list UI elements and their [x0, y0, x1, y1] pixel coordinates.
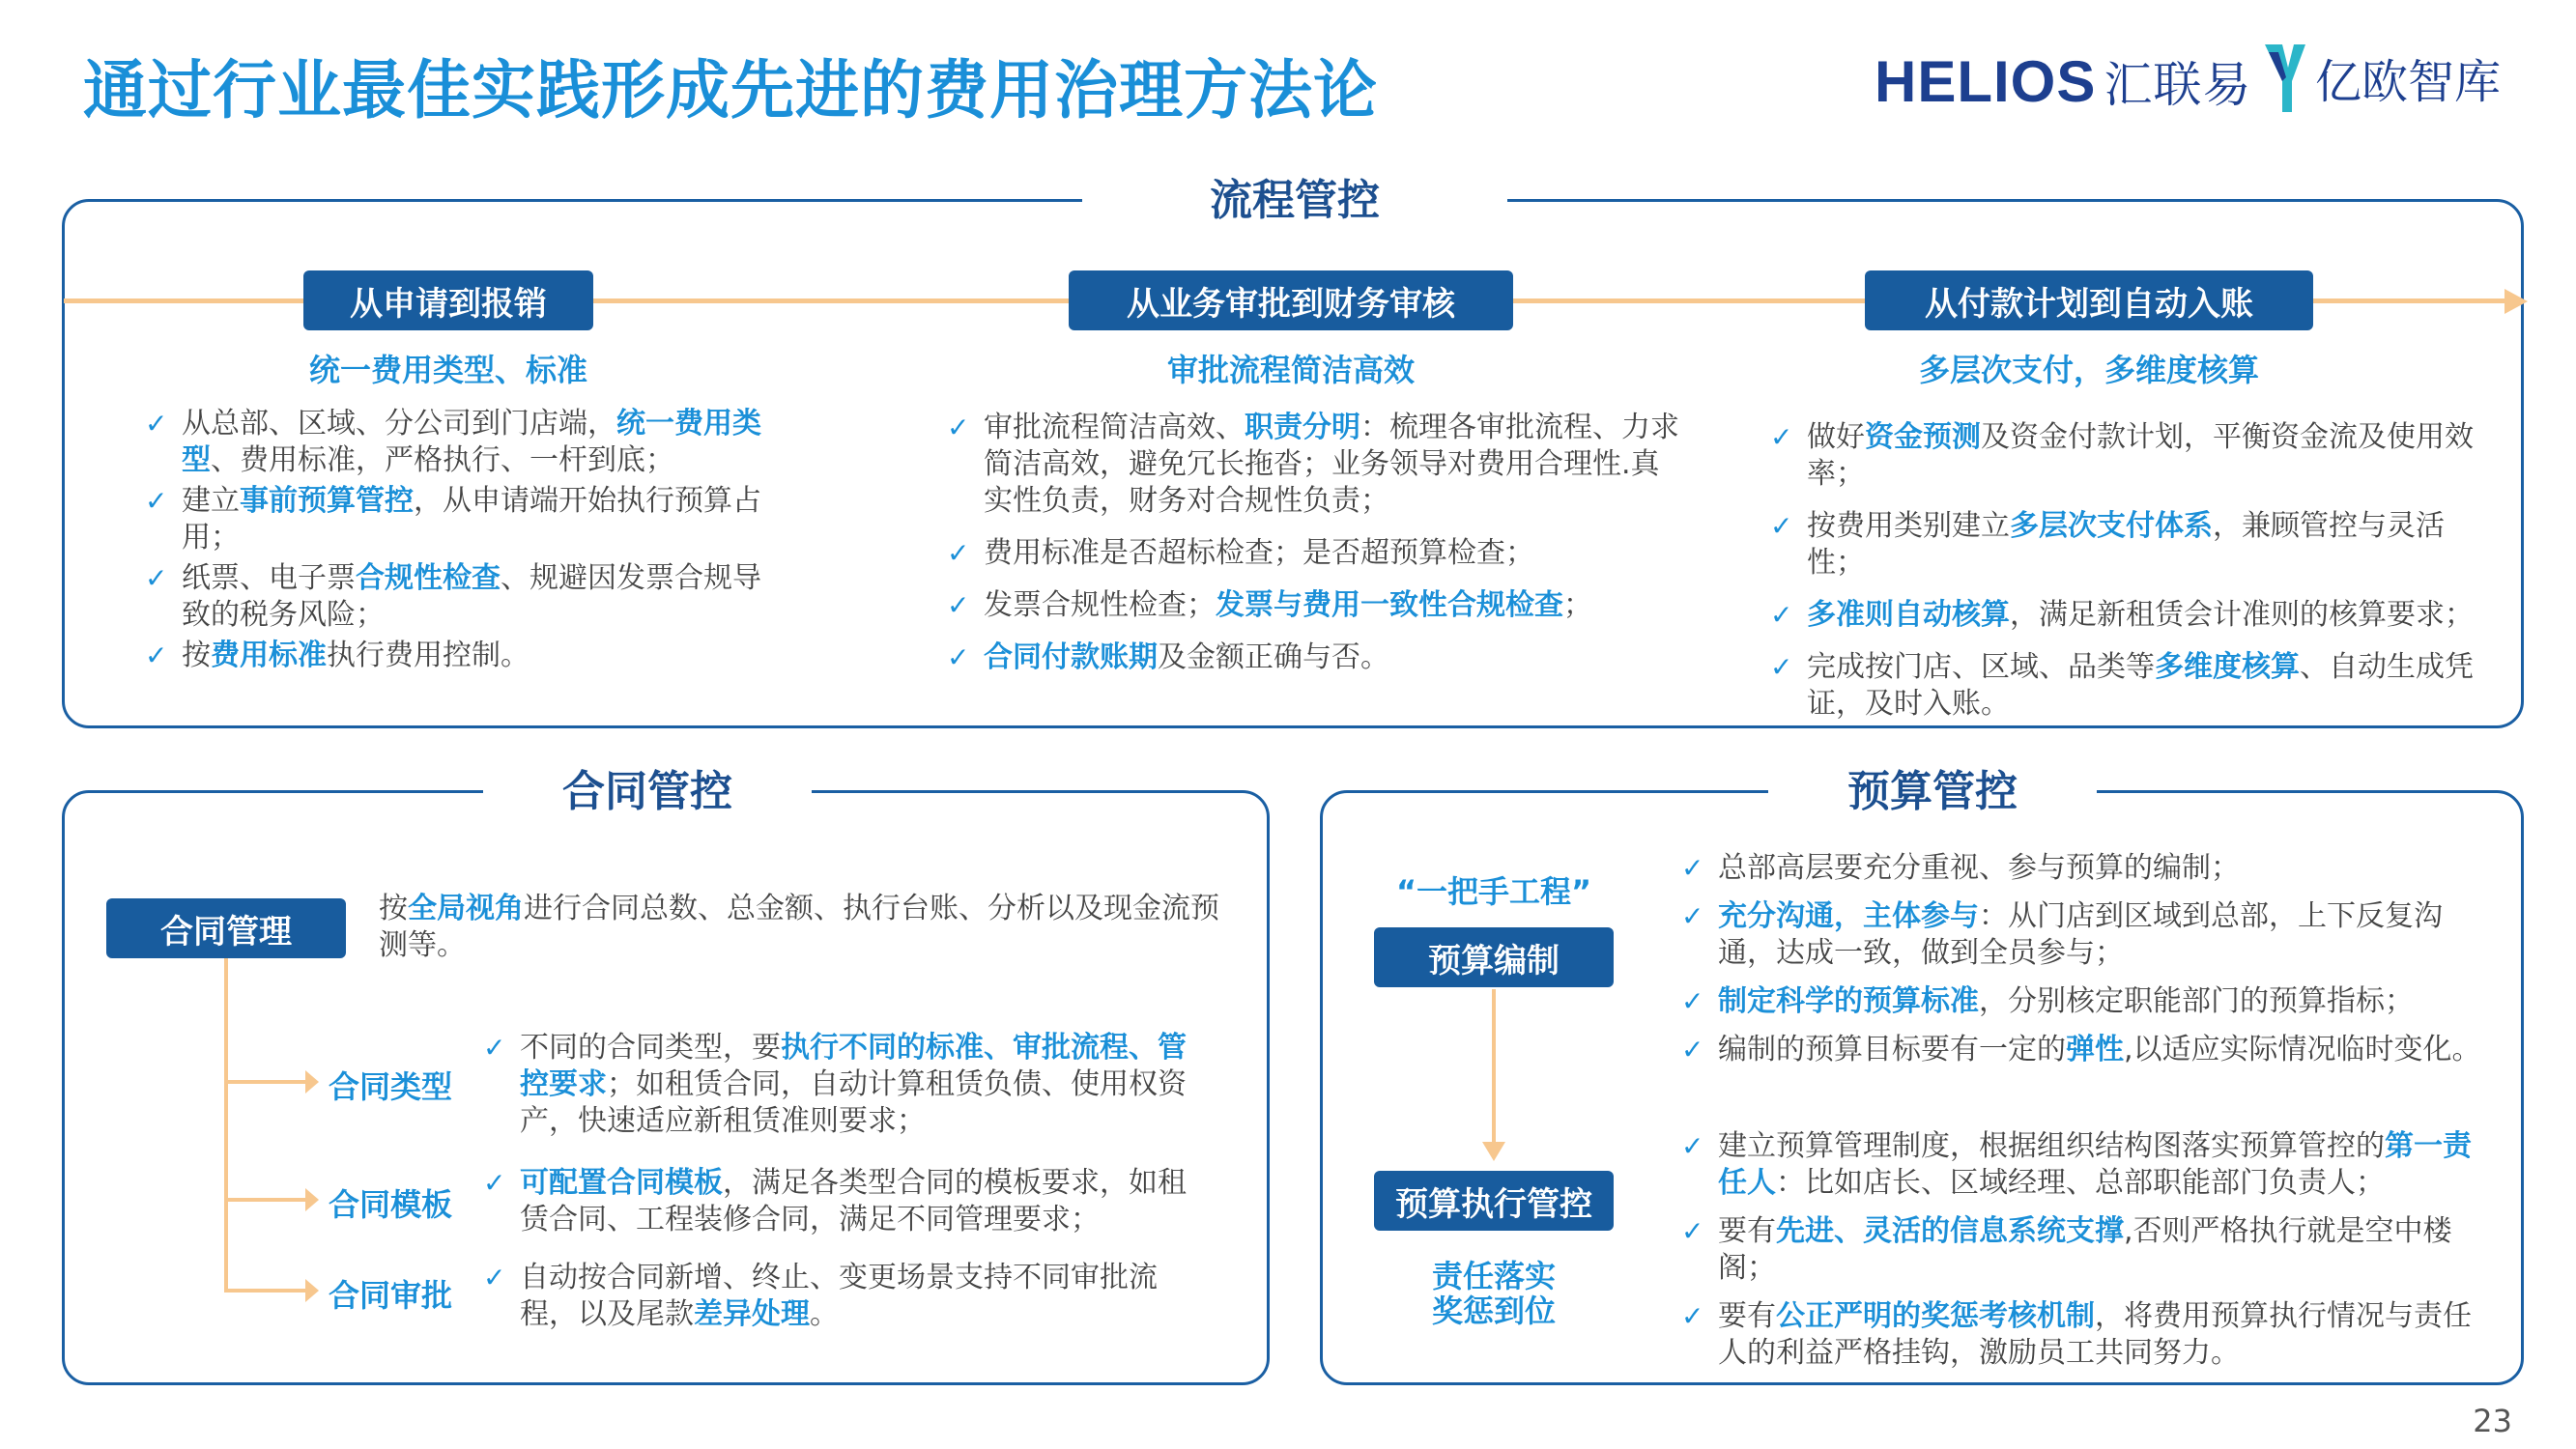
- list-item: [1681, 1032, 2493, 1068]
- text-run: 总部高层要充分重视、参与预算的编制；: [1718, 851, 2240, 885]
- text-run: 进行合同总数、总金额、执行台账、分析以及现金流预测等。: [379, 892, 1219, 962]
- text-run: 执行费用控制。: [327, 639, 530, 672]
- stage-box-apply-to-reimburse: 从申请到报销: [303, 270, 593, 330]
- contract-branch-item: [483, 1165, 1198, 1238]
- text-run: 从总部、区域、分公司到门店端，: [182, 407, 616, 440]
- process-heading: 流程管控: [1082, 172, 1507, 230]
- list-item: [947, 587, 1681, 624]
- contract-tree-branch: [224, 1289, 307, 1293]
- highlight-text: 费用标准: [211, 639, 327, 672]
- text-run: ，满足各类型合同的模板要求，如租赁合同、工程装修合同，满足不同管理要求；: [520, 1166, 1187, 1236]
- contract-branch-label: 合同模板: [329, 1186, 453, 1223]
- list-item: [1681, 850, 2493, 887]
- highlight-text: 资金预测: [1865, 420, 1981, 454]
- list-item: [1681, 898, 2493, 972]
- highlight-text: 统一费用类型: [182, 407, 761, 477]
- contract-tree-branch: [224, 1198, 307, 1202]
- highlight-text: 多准则自动核算: [1807, 598, 2010, 632]
- text-run: 审批流程简洁高效、: [984, 411, 1245, 444]
- text-run: ，兼顾管控与灵活性；: [1807, 509, 2445, 580]
- list-item: [483, 1260, 1198, 1333]
- contract-heading: 合同管控: [483, 763, 812, 821]
- highlight-text: 可配置合同模板: [520, 1166, 723, 1200]
- list-item: [1770, 419, 2485, 493]
- highlight-text: 发票与费用一致性合规检查: [1216, 588, 1563, 622]
- text-run: 按: [182, 639, 211, 672]
- contract-branch-label: 合同类型: [329, 1068, 453, 1105]
- list-item: [947, 410, 1681, 520]
- text-run: 发票合规性检查；: [984, 588, 1216, 622]
- highlight-text: 合同付款账期: [984, 640, 1158, 674]
- contract-branch-item: [483, 1260, 1198, 1333]
- highlight-text: 第一责任人: [1718, 1129, 2472, 1200]
- budget-flow-line: [1492, 989, 1496, 1144]
- branch-arrow-icon: [305, 1070, 319, 1094]
- text-run: 及金额正确与否。: [1158, 640, 1389, 674]
- yiou-mark-icon: [2261, 39, 2309, 116]
- budget-heading: 预算管控: [1768, 763, 2097, 821]
- text-run: ：从门店到区域到总部，上下反复沟通，达成一致，做到全员参与；: [1718, 899, 2443, 970]
- text-run: 费用标准是否超标检查；是否超预算检查；: [984, 536, 1534, 570]
- stage-list: [1770, 419, 2485, 723]
- highlight-text: 执行不同的标准、审批流程、管控要求: [520, 1031, 1187, 1101]
- text-run: 建立预算管理制度，根据组织结构图落实预算管控的: [1718, 1129, 2385, 1163]
- list-item: [1681, 983, 2493, 1020]
- text-run: ,以适应实际情况临时变化。: [2124, 1033, 2481, 1066]
- text-run: ，满足新租赁会计准则的核算要求；: [2010, 598, 2474, 632]
- highlight-text: 合规性检查: [356, 561, 501, 595]
- list-item: [145, 638, 783, 674]
- list-item: [1770, 649, 2485, 723]
- stage-list: [145, 406, 783, 674]
- budget-execution-list: [1681, 1128, 2493, 1372]
- contract-branch-label: 合同审批: [329, 1277, 453, 1314]
- list-item: [1770, 508, 2485, 582]
- text-run: 完成按门店、区域、品类等: [1807, 650, 2155, 684]
- highlight-text: 先进、灵活的信息系统支撑: [1776, 1214, 2124, 1248]
- text-run: 编制的预算目标要有一定的: [1718, 1033, 2066, 1066]
- budget-footer-line1: 责任落实: [1431, 1258, 1556, 1294]
- contract-tree-trunk: [224, 958, 228, 1291]
- text-run: 纸票、电子票: [182, 561, 356, 595]
- contract-tree-branch: [224, 1080, 307, 1084]
- page-title: 通过行业最佳实践形成先进的费用治理方法论: [83, 53, 1378, 128]
- text-run: 不同的合同类型，要: [520, 1031, 781, 1065]
- text-run: ，将费用预算执行情况与责任人的利益严格挂钩，激励员工共同努力。: [1718, 1299, 2472, 1370]
- highlight-text: 弹性: [2066, 1033, 2124, 1066]
- text-run: 要有: [1718, 1214, 1776, 1248]
- text-run: 建立: [182, 484, 240, 518]
- budget-compile-list: [1681, 850, 2493, 1068]
- text-run: 按费用类别建立: [1807, 509, 2010, 543]
- stage-box-business-to-finance: 从业务审批到财务审核: [1069, 270, 1513, 330]
- budget-quote: “一把手工程”: [1395, 873, 1592, 910]
- helios-logo: [1875, 46, 2251, 116]
- list-item: [145, 560, 783, 634]
- branch-arrow-icon: [305, 1188, 319, 1211]
- list-item: [1770, 597, 2485, 634]
- list-item: [145, 483, 783, 556]
- highlight-text: 事前预算管控: [240, 484, 414, 518]
- highlight-text: 多层次支付体系: [2010, 509, 2213, 543]
- budget-footer-line2: 奖惩到位: [1431, 1293, 1556, 1329]
- page-number: 23: [2473, 1403, 2512, 1439]
- highlight-text: 制定科学的预算标准: [1718, 984, 1979, 1018]
- text-run: 要有: [1718, 1299, 1776, 1333]
- contract-management-desc: [379, 891, 1219, 964]
- stage-subtitle: 多层次支付，多维度核算: [1918, 352, 2259, 388]
- text-run: ，从申请端开始执行预算占用；: [182, 484, 761, 554]
- stage-subtitle: 统一费用类型、标准: [308, 352, 587, 388]
- budget-execution-box: 预算执行管控: [1374, 1171, 1614, 1231]
- stage-subtitle: 审批流程简洁高效: [1166, 352, 1415, 388]
- text-run: 、自动生成凭证，及时入账。: [1807, 650, 2474, 721]
- text-run: ,否则严格执行就是空中楼阁；: [1718, 1214, 2452, 1285]
- contract-management-box: 合同管理: [106, 898, 346, 958]
- text-run: ：梳理各审批流程、力求简洁高效，避免冗长拖沓；业务领导对费用合理性.真实性负责，财务对合规性负责；: [984, 411, 1679, 518]
- list-item: [145, 406, 783, 479]
- list-item: [947, 639, 1681, 676]
- stage-list: [947, 410, 1681, 676]
- yiou-logo-text: 亿欧智库: [2315, 54, 2502, 109]
- text-run: 按: [379, 892, 408, 925]
- list-item: [947, 535, 1681, 572]
- highlight-text: 职责分明: [1245, 411, 1360, 444]
- text-run: ；如租赁合同，自动计算租赁负债、使用权资产，快速适应新租赁准则要求；: [520, 1067, 1187, 1138]
- highlight-text: 差异处理: [694, 1297, 810, 1331]
- highlight-text: 多维度核算: [2155, 650, 2300, 684]
- helios-logo-latin: HELIOS: [1875, 49, 2097, 114]
- budget-flow-arrow-icon: [1482, 1142, 1505, 1161]
- helios-logo-cn: 汇联易: [2104, 58, 2252, 112]
- text-run: ，分别核定职能部门的预算指标；: [1979, 984, 2414, 1018]
- text-run: 自动按合同新增、终止、变更场景支持不同审批流程，以及尾款: [520, 1261, 1158, 1331]
- process-arrow-head-icon: [2504, 289, 2528, 314]
- branch-arrow-icon: [305, 1279, 319, 1302]
- list-item: [1681, 1298, 2493, 1372]
- highlight-text: 公正严明的奖惩考核机制: [1776, 1299, 2095, 1333]
- list-item: [483, 1030, 1198, 1140]
- list-item: [1681, 1213, 2493, 1287]
- highlight-text: 充分沟通，主体参与: [1718, 899, 1979, 933]
- text-run: 做好: [1807, 420, 1865, 454]
- text-run: 及资金付款计划，平衡资金流及使用效率；: [1807, 420, 2474, 491]
- text-run: ；: [1563, 588, 1592, 622]
- yiou-logo: [2261, 39, 2501, 116]
- contract-branch-item: [483, 1030, 1198, 1140]
- text-run: 。: [810, 1297, 839, 1331]
- highlight-text: 全局视角: [408, 892, 524, 925]
- stage-box-payment-to-accounting: 从付款计划到自动入账: [1865, 270, 2313, 330]
- budget-compile-box: 预算编制: [1374, 927, 1614, 987]
- text-run: 、费用标准，严格执行、一杆到底；: [211, 443, 674, 477]
- list-item: [483, 1165, 1198, 1238]
- text-run: ：比如店长、区域经理、总部职能部门负责人；: [1776, 1166, 2385, 1200]
- list-item: [1681, 1128, 2493, 1202]
- text-run: 、规避因发票合规导致的税务风险；: [182, 561, 761, 632]
